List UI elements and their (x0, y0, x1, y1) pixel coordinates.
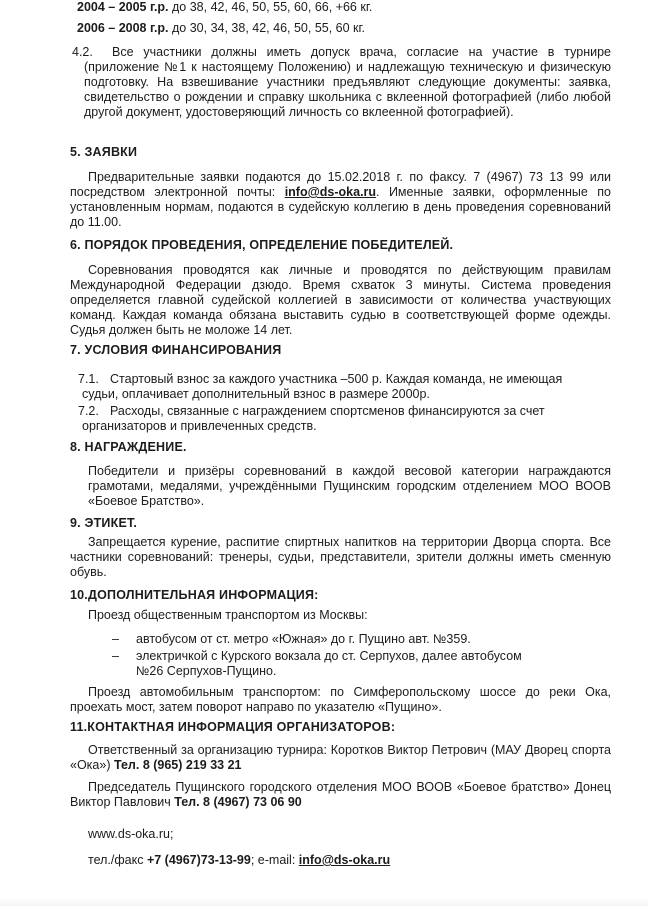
section-title-7: 7. УСЛОВИЯ ФИНАНСИРОВАНИЯ (70, 343, 282, 357)
weight-values: до 38, 42, 46, 50, 55, 60, 66, +66 кг. (168, 0, 373, 14)
fax-label: тел./факс (88, 853, 147, 867)
fax-number: +7 (4967)73-13-99 (146, 853, 251, 867)
paragraph-4-2 (72, 45, 611, 120)
weight-values: до 30, 34, 38, 42, 46, 50, 55, 60 кг. (168, 21, 366, 35)
dash-bullet: – (112, 649, 119, 663)
transport-item-2 (112, 649, 532, 679)
weight-years: 2006 – 2008 г.р. (77, 21, 169, 35)
email-label: ; e-mail: (250, 853, 299, 867)
paragraph-text: Все участники должны иметь допуск врача, согласие на участие в турнире (приложение №1 к настоящему Положению) и надлежащую техническую и физическую подготовку. На взвешивание участники предъявляют следующие документы: заявка, свидетельство о рождении и справку школьника с вклеенной фотографией (либо любой другой документ, удостоверяющий личность со вклеенной фотографией). (84, 45, 611, 119)
item-number: 7.2. (78, 404, 99, 418)
email-link[interactable]: info@ds-oka.ru (298, 853, 391, 867)
email-link[interactable]: info@ds-oka.ru (284, 185, 377, 199)
section-5-text-a: Предварительные заявки подаются до 15.02.2018 г. по факсу. 7 (4967) 73 13 99 или посредством электронной почты: (70, 170, 611, 199)
section-6-text: Соревнования проводятся как личные и проводятся по действующим правилам Международной Федерации дзюдо. Время схваток 3 минуты. Система проведения определяется главной судейской коллегией в зависимости от количества участвующих команд. Каждая команда обязана выставить судью в соответствующей форме одежды. Судья должен быть не моложе 14 лет. (70, 263, 611, 337)
item-text: Стартовый взнос за каждого участника –500 р. Каждая команда, не имеющая судьи, оплачивает дополнительный взнос в размере 2000р. (82, 372, 563, 401)
section-title-10: 10.ДОПОЛНИТЕЛЬНАЯ ИНФОРМАЦИЯ: (70, 588, 319, 602)
section-5-text (70, 170, 611, 230)
section-5-text-b: . Именные заявки, оформленные по установленным нормам, подаются в судейскую коллегию в день проведения соревнований до 11.00. (70, 185, 611, 229)
contact-chairman-phone: Тел. 8 (4967) 73 06 90 (174, 795, 302, 809)
weight-line-2 (77, 21, 617, 36)
item-number: 7.1. (78, 372, 99, 386)
contact-chairman (70, 780, 611, 810)
transport-item-1 (112, 632, 582, 647)
section-8-text: Победители и призёры соревнований в каждой весовой категории награждаются грамотами, медалями, учреждёнными Пущинским городским отделением МОО ВООВ «Боевое Братство». (88, 464, 611, 508)
section-title-11: 11.КОНТАКТНАЯ ИНФОРМАЦИЯ ОРГАНИЗАТОРОВ: (70, 720, 396, 734)
website-link[interactable]: www.ds-oka.ru; (88, 827, 174, 841)
contact-organizer (70, 743, 611, 773)
transport-intro: Проезд общественным транспортом из Москвы: (88, 608, 368, 622)
section-title-6: 6. ПОРЯДОК ПРОВЕДЕНИЯ, ОПРЕДЕЛЕНИЕ ПОБЕДИТЕЛЕЙ. (70, 238, 454, 252)
section-title-8: 8. НАГРАЖДЕНИЕ. (70, 440, 187, 454)
dash-bullet: – (112, 632, 119, 646)
section-title-9: 9. ЭТИКЕТ. (70, 516, 138, 530)
car-directions: Проезд автомобильным транспортом: по Симферопольскому шоссе до реки Ока, проехать мост, затем поворот направо по указателю «Пущино». (70, 685, 611, 714)
section-9-text: Запрещается курение, распитие спиртных напитков на территории Дворца спорта. Все частники соревнований: тренеры, судьи, представители, зрители должны иметь сменную обувь. (70, 535, 611, 579)
item-7-2 (78, 404, 598, 434)
contact-organizer-text: Ответственный за организацию турнира: Коротков Виктор Петрович (МАУ Дворец спорта «Ока») (70, 743, 611, 772)
weight-years: 2004 – 2005 г.р. (77, 0, 169, 14)
scan-edge (0, 898, 648, 906)
transport-item-text: электричкой с Курского вокзала до ст. Серпухов, далее автобусом №26 Серпухов-Пущино. (136, 649, 522, 678)
item-text: Расходы, связанные с награждением спортсменов финансируются за счет организаторов и привлеченных средств. (82, 404, 545, 433)
item-number: 4.2. (72, 45, 93, 59)
section-title-5: 5. ЗАЯВКИ (70, 145, 138, 159)
fax-email-line (88, 853, 390, 868)
item-7-1 (78, 372, 598, 402)
transport-item-text: автобусом от ст. метро «Южная» до г. Пущино авт. №359. (136, 632, 471, 646)
contact-chairman-text: Председатель Пущинского городского отделения МОО ВООВ «Боевое братство» Донец Виктор Павлович (70, 780, 611, 809)
contact-organizer-phone: Тел. 8 (965) 219 33 21 (113, 758, 242, 772)
weight-line-1 (77, 0, 617, 15)
